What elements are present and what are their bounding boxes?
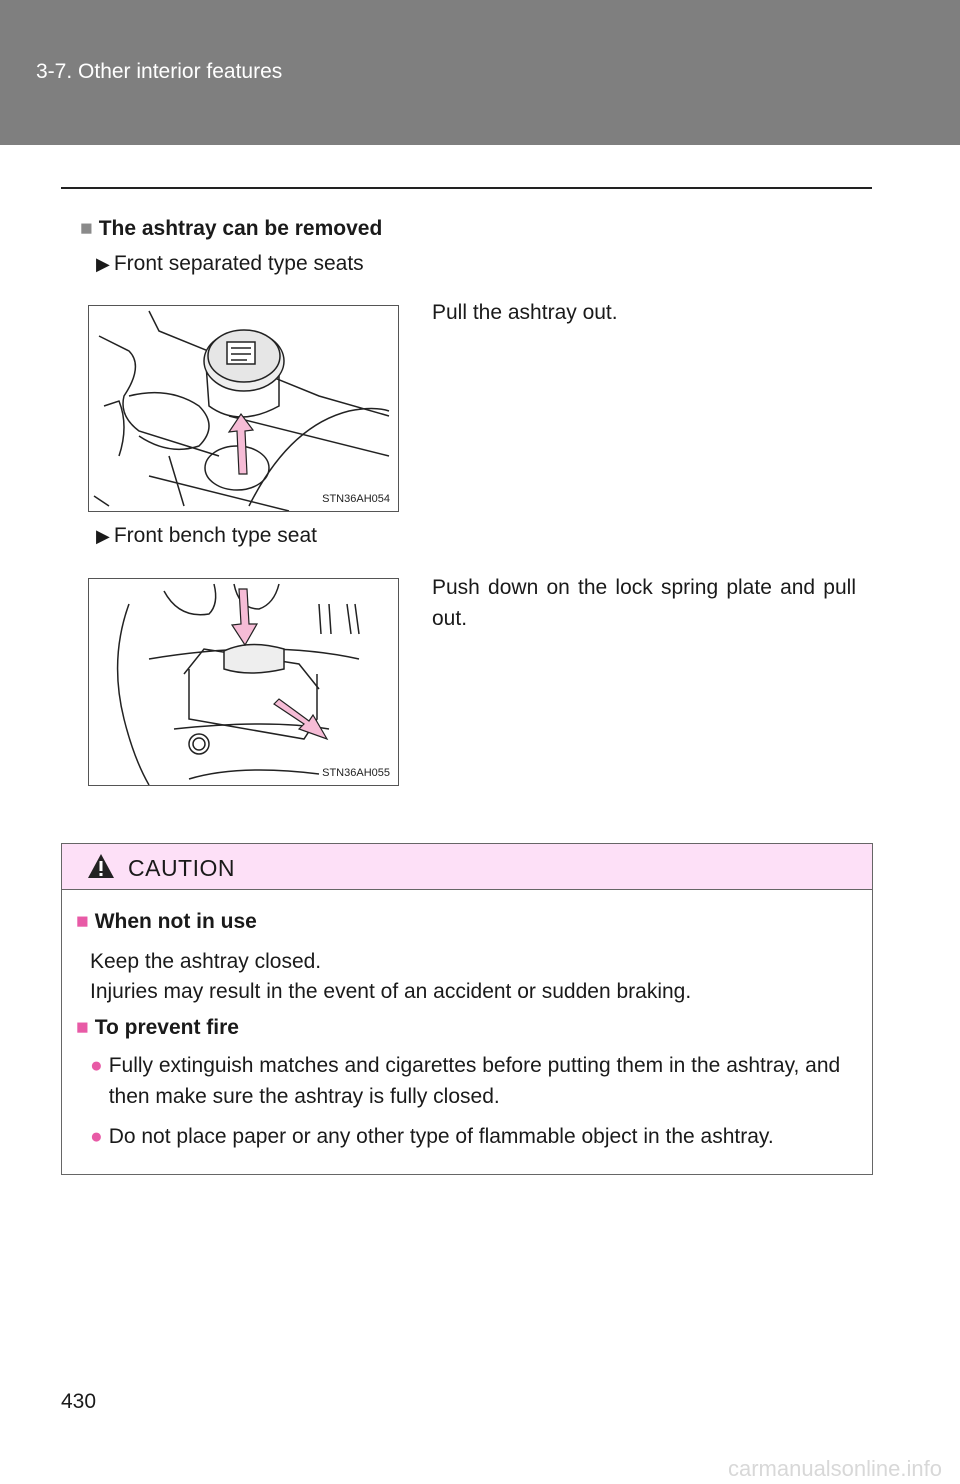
item-label-text: Front separated type seats: [113, 252, 364, 275]
square-bullet-icon: ■: [76, 1016, 89, 1039]
watermark: [0, 1448, 960, 1484]
figure-code: STN36AH055: [322, 767, 390, 779]
caution-title: CAUTION: [128, 855, 235, 881]
caution-section-heading: [76, 906, 257, 937]
caution-bullet: [90, 1050, 860, 1112]
figure-code: STN36AH054: [322, 493, 390, 505]
warning-triangle-icon: [86, 852, 116, 880]
watermark-text: carmanualsonline.info: [727, 1456, 942, 1481]
heading-text: The ashtray can be removed: [98, 217, 383, 240]
caution-box: [61, 843, 873, 1175]
section-heading: [80, 217, 382, 241]
page-header: [0, 0, 960, 145]
caution-text: Keep the ashtray closed.: [90, 950, 322, 973]
circle-bullet-icon: ●: [90, 1125, 103, 1148]
figure-bench-seat: [88, 578, 399, 786]
item-label-text: Front bench type seat: [113, 524, 317, 547]
page-number: 430: [61, 1390, 97, 1413]
triangle-right-icon: ▶: [96, 526, 110, 546]
section-title: 3-7. Other interior features: [36, 60, 283, 83]
square-bullet-icon: ■: [80, 217, 93, 240]
divider: [61, 187, 872, 189]
square-bullet-icon: ■: [76, 910, 89, 933]
heading-text: To prevent fire: [94, 1016, 239, 1039]
heading-text: When not in use: [94, 910, 257, 933]
item-label-separated: [96, 252, 364, 276]
caution-section-heading: [76, 1012, 239, 1043]
item-description-bench: Push down on the lock spring plate and pull out.: [432, 576, 856, 630]
caution-header: [62, 844, 872, 890]
bullet-text: Fully extinguish matches and cigarettes before putting them in the ashtray, and then make sure the ashtray is fully closed.: [108, 1054, 841, 1108]
figure-separated-seats: [88, 305, 399, 512]
circle-bullet-icon: ●: [90, 1054, 103, 1077]
caution-text: Injuries may result in the event of an accident or sudden braking.: [90, 980, 692, 1003]
ashtray-bench-illustration: [89, 579, 398, 785]
triangle-right-icon: ▶: [96, 254, 110, 274]
caution-bullet: [90, 1121, 860, 1152]
bullet-text: Do not place paper or any other type of flammable object in the ashtray.: [108, 1125, 774, 1148]
item-label-bench: [96, 524, 317, 548]
ashtray-illustration: [89, 306, 398, 511]
item-description-separated: Pull the ashtray out.: [432, 301, 618, 324]
